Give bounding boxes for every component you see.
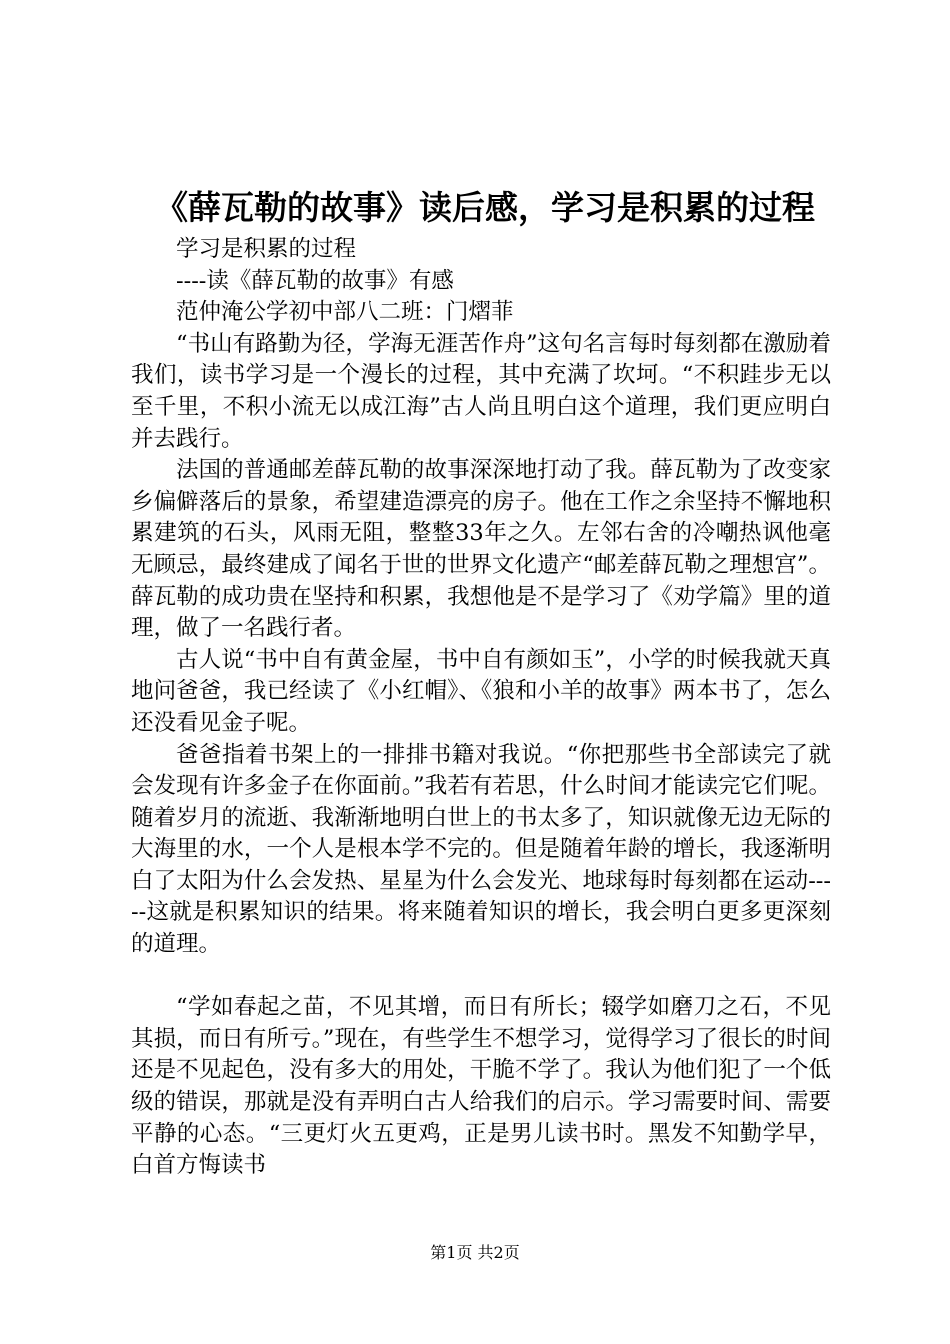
paragraph: 古人说“书中自有黄金屋，书中自有颜如玉”，小学的时候我就天真地问爸爸，我已经读了《小红帽》、《狼和小羊的故事》两本书了，怎么还没看见金子呢。 bbox=[131, 646, 831, 736]
paragraph: 法国的普通邮差薛瓦勒的故事深深地打动了我。薛瓦勒为了改变家乡偏僻落后的景象，希望建造漂亮的房子。他在工作之余坚持不懈地积累建筑的石头，风雨无阻，整整33年之久。左邻右舍的冷嘲热讽他毫无顾忌，最终建成了闻名于世的世界文化遗产“邮差薛瓦勒之理想宫”。薛瓦勒的成功贵在坚持和积累，我想他是不是学习了《劝学篇》里的道理，做了一名践行者。 bbox=[131, 457, 831, 642]
paragraph: 爸爸指着书架上的一排排书籍对我说。“你把那些书全部读完了就会发现有许多金子在你面前。”我若有若思，什么时间才能读完它们呢。随着岁月的流逝、我渐渐地明白世上的书太多了，知识就像无边无际的大海里的水，一个人是根本学不完的。但是随着年龄的增长，我逐渐明白了太阳为什么会发热、星星为什么会发光、地球每时每刻都在运动-----这就是积累知识的结果。将来随着知识的增长，我会明白更多更深刻的道理。 bbox=[131, 741, 831, 958]
paragraph: “学如春起之苗，不见其增，而日有所长；辍学如磨刀之石，不见其损，而日有所亏。”现在，有些学生不想学习，觉得学习了很长的时间还是不见起色，没有多大的用处，干脆不学了。我认为他们犯了一个低级的错误，那就是没有弄明白古人给我们的启示。学习需要时间、需要平静的心态。“三更灯火五更鸡，正是男儿读书时。黑发不知勤学早，白首方悔读书 bbox=[131, 994, 831, 1179]
paragraph: “书山有路勤为径，学海无涯苦作舟”这句名言每时每刻都在激励着我们，读书学习是一个漫长的过程，其中充满了坎坷。“不积跬步无以至千里，不积小流无以成江海”古人尚且明白这个道理，我们更应明白并去践行。 bbox=[131, 330, 831, 452]
essay-subheading: ----读《薛瓦勒的故事》有感 bbox=[176, 267, 454, 294]
page-footer: 第1页 共2页 bbox=[430, 1243, 520, 1262]
blank-line bbox=[131, 961, 831, 993]
author-line: 范仲淹公学初中部八二班：门熠菲 bbox=[176, 299, 514, 326]
document-title: 《薛瓦勒的故事》读后感，学习是积累的过程 bbox=[155, 188, 815, 227]
essay-heading: 学习是积累的过程 bbox=[176, 236, 357, 262]
document-body bbox=[131, 234, 831, 1182]
